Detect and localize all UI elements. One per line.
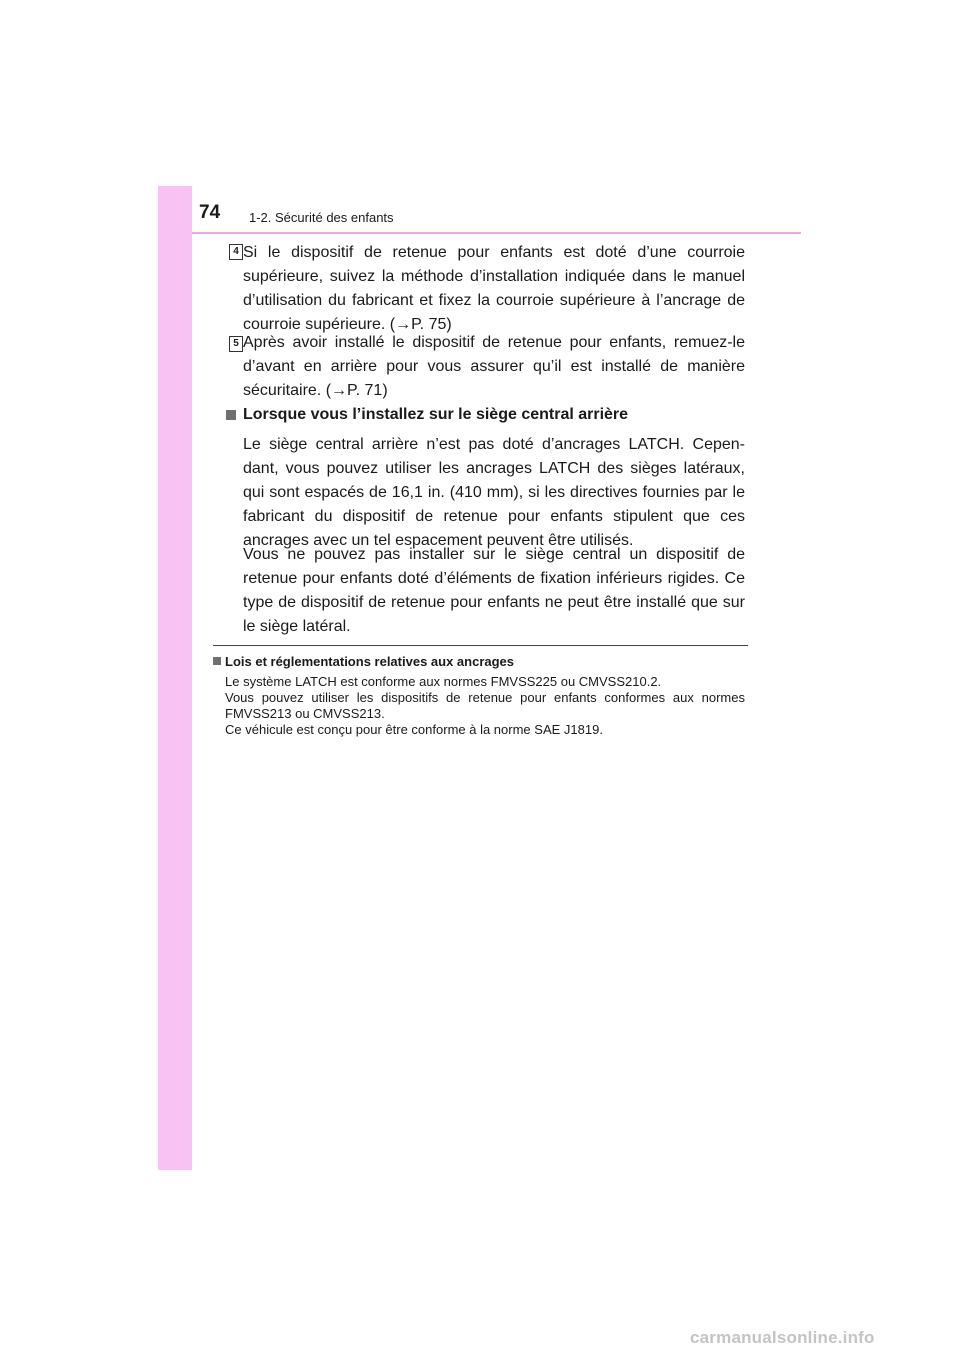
step-number-4: 4 bbox=[229, 244, 243, 260]
step-number-5: 5 bbox=[229, 336, 243, 352]
watermark: carmanualsonline.info bbox=[690, 1328, 875, 1347]
note-bullet-icon bbox=[213, 657, 221, 665]
section-title: 1-2. Sécurité des enfants bbox=[249, 210, 394, 225]
note-line-3: Ce véhicule est conçu pour être conforme à la norme SAE J1819. bbox=[225, 722, 603, 737]
heading-bullet-icon bbox=[226, 410, 236, 420]
section-heading: Lorsque vous l’installez sur le siège central arrière bbox=[243, 406, 629, 423]
section-paragraph-2: Vous ne pouvez pas installer sur le siège central un dispositif de retenue pour enfants doté d’éléments de fixation inférieurs rigides. Ce type de dispositif de retenue pour enfants ne peut être installé que sur le siège latéral. bbox=[243, 546, 745, 635]
note-title: Lois et réglementations relatives aux ancrages bbox=[225, 654, 515, 669]
page-side-tab bbox=[158, 186, 192, 1170]
page-number: 74 bbox=[199, 202, 221, 223]
note-line-1: Le système LATCH est conforme aux normes FMVSS225 ou CMVSS210.2. bbox=[225, 674, 662, 689]
step-5-text: Après avoir installé le dispositif de retenue pour enfants, remuez-le d’avant en arrière pour vous assurer qu’il est installé de manière sécuritaire. (→P. 71) bbox=[243, 334, 745, 399]
header-rule bbox=[192, 232, 801, 234]
note-divider bbox=[213, 645, 748, 646]
note-line-2: Vous pouvez utiliser les dispositifs de retenue pour enfants conformes aux normes FMVSS213 ou CMVSS213. bbox=[225, 690, 745, 721]
section-paragraph-1: Le siège central arrière n’est pas doté d’ancrages LATCH. Cepen-dant, vous pouvez utiliser les ancrages LATCH des sièges latéraux, qui sont espacés de 16,1 in. (410 mm), si les directives fournies par le fabricant du dispositif de retenue pour enfants stipulent que ces ancrages avec un tel espacement peuvent être utilisés. bbox=[243, 436, 745, 549]
step-4-text: Si le dispositif de retenue pour enfants est doté d’une courroie supérieure, suivez la méthode d’installation indiquée dans le manuel d’utilisation du fabricant et fixez la courroie supérieure à l’ancrage de courroie supérieure. (→P. 75) bbox=[243, 244, 745, 333]
note-body bbox=[225, 674, 745, 738]
